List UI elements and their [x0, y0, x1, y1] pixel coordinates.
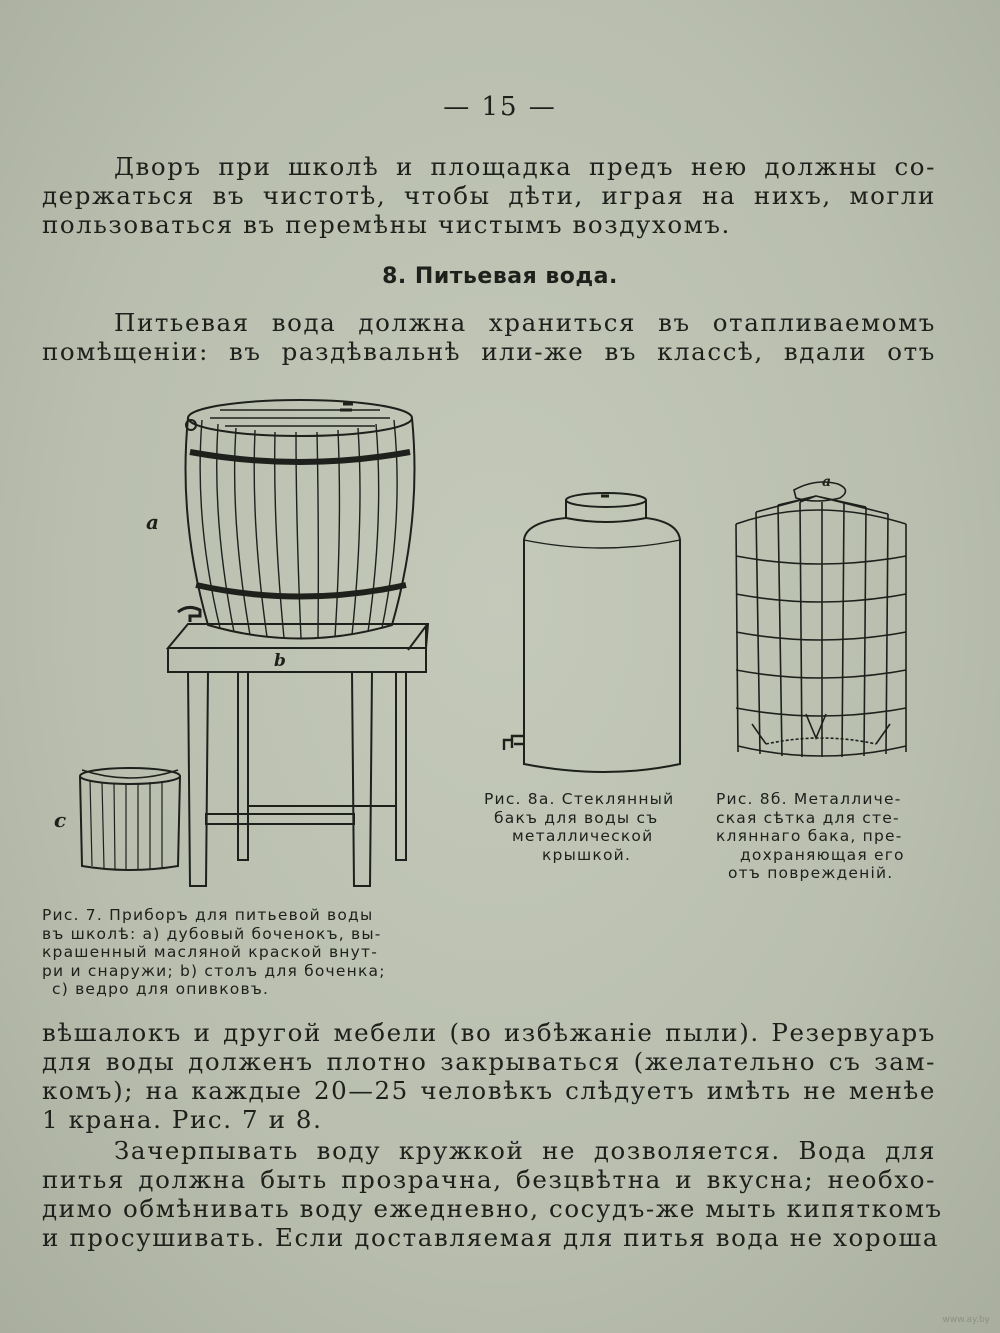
text-line: Зачерпывать воду кружкой не дозволяется. Вода для	[114, 1136, 936, 1165]
text-line: пользоваться въ перемѣны чистымъ воздухомъ.	[42, 210, 731, 239]
figure-8b-caption	[716, 790, 905, 883]
metal-mesh-cage-illustration	[726, 476, 916, 776]
caption-line: кляннаго бака, пре-	[716, 827, 903, 845]
text-line: держаться въ чистотѣ, чтобы дѣти, играя на нихъ, могли	[42, 181, 936, 210]
watermark: www.ay.by	[942, 1315, 990, 1325]
paragraph-water-quality	[42, 1136, 943, 1252]
caption-line: въ школѣ: а) дубовый боченокъ, вы-	[42, 924, 382, 943]
section-heading: 8. Питьевая вода.	[382, 264, 618, 289]
caption-line: бакъ для воды съ	[494, 808, 659, 827]
figure-label-a: a	[146, 510, 159, 534]
figure-label-mesh-a: a	[822, 474, 832, 490]
paragraph-water-storage	[42, 308, 936, 366]
text-line: Дворъ при школѣ и площадка предъ нею должны со-	[114, 152, 936, 181]
caption-line: отъ поврежденій.	[728, 864, 894, 882]
paragraph-reservoir	[42, 1018, 936, 1134]
caption-line: крышкой.	[542, 845, 632, 864]
glass-water-tank-illustration	[480, 488, 690, 778]
text-line: димо обмѣнивать воду ежедневно, сосудъ-же мыть кипяткомъ	[42, 1194, 943, 1223]
text-line: помѣщенiи: въ раздѣвальнѣ или-же въ классѣ, вдали отъ	[42, 337, 936, 366]
caption-line: Рис. 8б. Металличе-	[716, 790, 902, 808]
figure-8a-caption	[484, 790, 674, 864]
text-line: и просушивать. Если доставляемая для питья вода не хороша	[42, 1223, 940, 1252]
text-line: вѣшалокъ и другой мебели (во избѣжанiе пыли). Резервуаръ	[42, 1018, 936, 1047]
caption-line: Рис. 8а. Стеклянный	[484, 790, 675, 808]
text-line: 1 крана. Рис. 7 и 8.	[42, 1105, 323, 1134]
text-line: Питьевая вода должна храниться въ отапливаемомъ	[114, 308, 936, 337]
paragraph-courtyard	[42, 152, 936, 239]
text-line: для воды долженъ плотно закрываться (желательно съ зам-	[42, 1047, 936, 1076]
figure-label-b: b	[274, 651, 286, 671]
figure-label-c: c	[54, 808, 67, 832]
caption-line: Рис. 7. Приборъ для питьевой воды	[42, 906, 374, 924]
caption-line: металлической	[512, 827, 654, 845]
page-number: — 15 —	[443, 92, 557, 122]
caption-line: с) ведро для опивковъ.	[52, 980, 270, 998]
caption-line: дохраняющая его	[740, 845, 905, 864]
text-line: питья должна быть прозрачна, безцвѣтна и вкусна; необхо-	[42, 1165, 936, 1194]
text-line: комъ); на каждые 20—25 человѣкъ слѣдуетъ имѣть не менѣе	[42, 1076, 936, 1105]
figure-7-caption	[42, 906, 386, 999]
barrel-table-bucket-illustration	[60, 390, 460, 900]
caption-line: ская сѣтка для сте-	[716, 808, 900, 827]
caption-line: ри и снаружи; b) столъ для боченка;	[42, 961, 386, 980]
caption-line: крашенный масляной краской внут-	[42, 943, 379, 961]
